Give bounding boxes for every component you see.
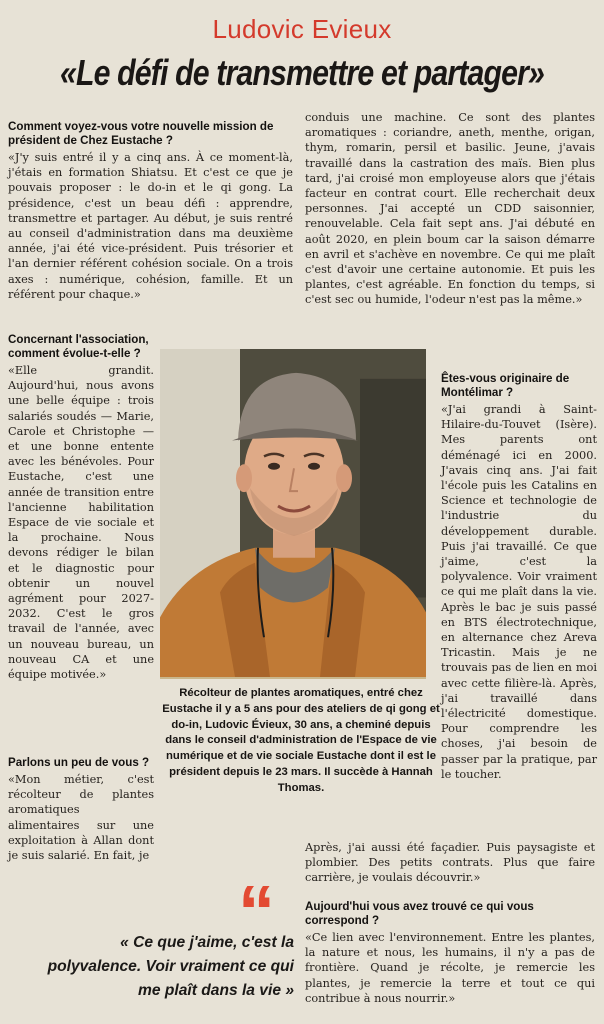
section-job-continued <box>305 110 595 308</box>
answer-about-you: «Mon métier, c'est récolteur de plantes aromatiques alimentaires sur une exploitation à Allan dont je suis salarié. En fait, je <box>8 773 154 863</box>
section-about-you <box>8 756 154 863</box>
photo-caption: Récolteur de plantes aromatiques, entré chez Eustache il y a 5 ans pour des ateliers de qi gong et do-in, Ludovic Évieux, 30 ans, a cheminé depuis dans le conseil d'administration de l'Espace de vie numérique et de vie sociale Eustache dont il est le président depuis le 23 mars. Il succède à Hannah Thomas. <box>162 687 440 794</box>
question-mission: Comment voyez-vous votre nouvelle mission de président de Chez Eustache ? <box>8 120 274 147</box>
portrait-photo <box>160 349 426 679</box>
answer-mission: «J'y suis entré il y a cinq ans. À ce moment-là, j'étais en formation Shiatsu. Et c'est ce que je pouvais proposer : le do-in et le qi gong. La présidence, c'est un beau défi : apprendre, transmettre et partager. Au début, je suis rentré au conseil d'administration dans ma deuxième année, j'ai été vice-président. Puis trésorier et l'an dernier référent cohésion sociale. On a trois axes : numérique, cohésion, famille. Et un référent pour chaque.» <box>8 151 293 301</box>
pull-quote: « Ce que j'aime, c'est la polyvalence. Voir vraiment ce qui me plaît dans la vie » <box>47 934 294 999</box>
interviewee-name: Ludovic Evieux <box>212 14 392 44</box>
answer-job-continued: conduis une machine. Ce sont des plantes aromatiques : coriandre, aneth, menthe, origan, thym, romarin, persil et basilic. Jeune, j'avais travaillé dans la castration des maïs. Bien plus tard, j'ai croisé mon employeuse alors que j'étais facteur en contrat court. Elle recherchait deux personnes. J'ai accepté un CDD saisonnier, renouvelable. Cela fait sept ans. J'ai débuté en août 2020, en plein boum car la saison démarre en avril et s'achève en novembre. Ce qui me plaît c'est d'avoir une certaine autonomie. Et puis les plantes, c'est agréable. En fonction du temps, si c'est sec ou humide, l'odeur n'est pas la même.» <box>305 111 595 307</box>
section-today <box>305 900 595 1006</box>
question-about-you: Parlons un peu de vous ? <box>8 756 150 769</box>
section-association <box>8 333 154 682</box>
question-today: Aujourd'hui vous avez trouvé ce qui vous correspond ? <box>305 900 534 927</box>
section-origins <box>441 372 597 782</box>
answer-origins: «J'ai grandi à Saint-Hilaire-du-Touvet (Isère). Mes parents ont déménagé ici en 2000. J'avais cinq ans. J'ai fait l'école puis les Catalins en Science et technologie de l'industrie du développement durable. Puis j'ai travaillé. Ce que j'aime, c'est la polyvalence. Voir vraiment ce qui me plaît dans la vie. Après le bac je suis passé en BTS électrotechnique, en alternance chez Areva Tricastin. Mais je ne trouvais pas de lien en moi avec cette filière-là. Après, j'ai travaillé dans l'électricité domestique. Pour comprendre les choses, j'ai besoin de passer par la pratique, par le toucher. <box>441 403 597 781</box>
answer-origins-end: Après, j'ai aussi été façadier. Puis paysagiste et plombier. Des petits contrats. Plus que faire carrière, je voulais découvrir.» <box>305 841 595 885</box>
portrait-illustration <box>160 349 426 677</box>
article-headline: «Le défi de transmettre et partager» <box>59 52 545 93</box>
answer-today: «Ce lien avec l'environnement. Entre les plantes, la nature et nous, les humains, il n'y a pas de frontière. Quand je récolte, je remercie les plantes, je remercie la terre et tout ce qui contribue à nous nourrir.» <box>305 931 595 1005</box>
quote-mark-icon: “ <box>238 870 275 953</box>
answer-association: «Elle grandit. Aujourd'hui, nous avons une belle équipe : trois salariés soudés — Marie, Carole et Christophe — et une bonne entente avec les bénévoles. Pour Eustache, c'est une année de transition entre l'ancienne habilitation Espace de vie sociale et la prochaine. Nous devons rédiger le bilan et le diagnostic pour obtenir un nouvel agrément pour 2027-2032. C'est le gros travail de l'année, avec un nouveau bureau, un nouveau CA et une équipe motivée.» <box>8 364 154 682</box>
section-mission <box>8 120 293 302</box>
question-origins: Êtes-vous originaire de Montélimar ? <box>441 372 570 399</box>
question-association: Concernant l'association, comment évolue-t-elle ? <box>8 333 149 360</box>
section-origins-end <box>305 840 595 886</box>
